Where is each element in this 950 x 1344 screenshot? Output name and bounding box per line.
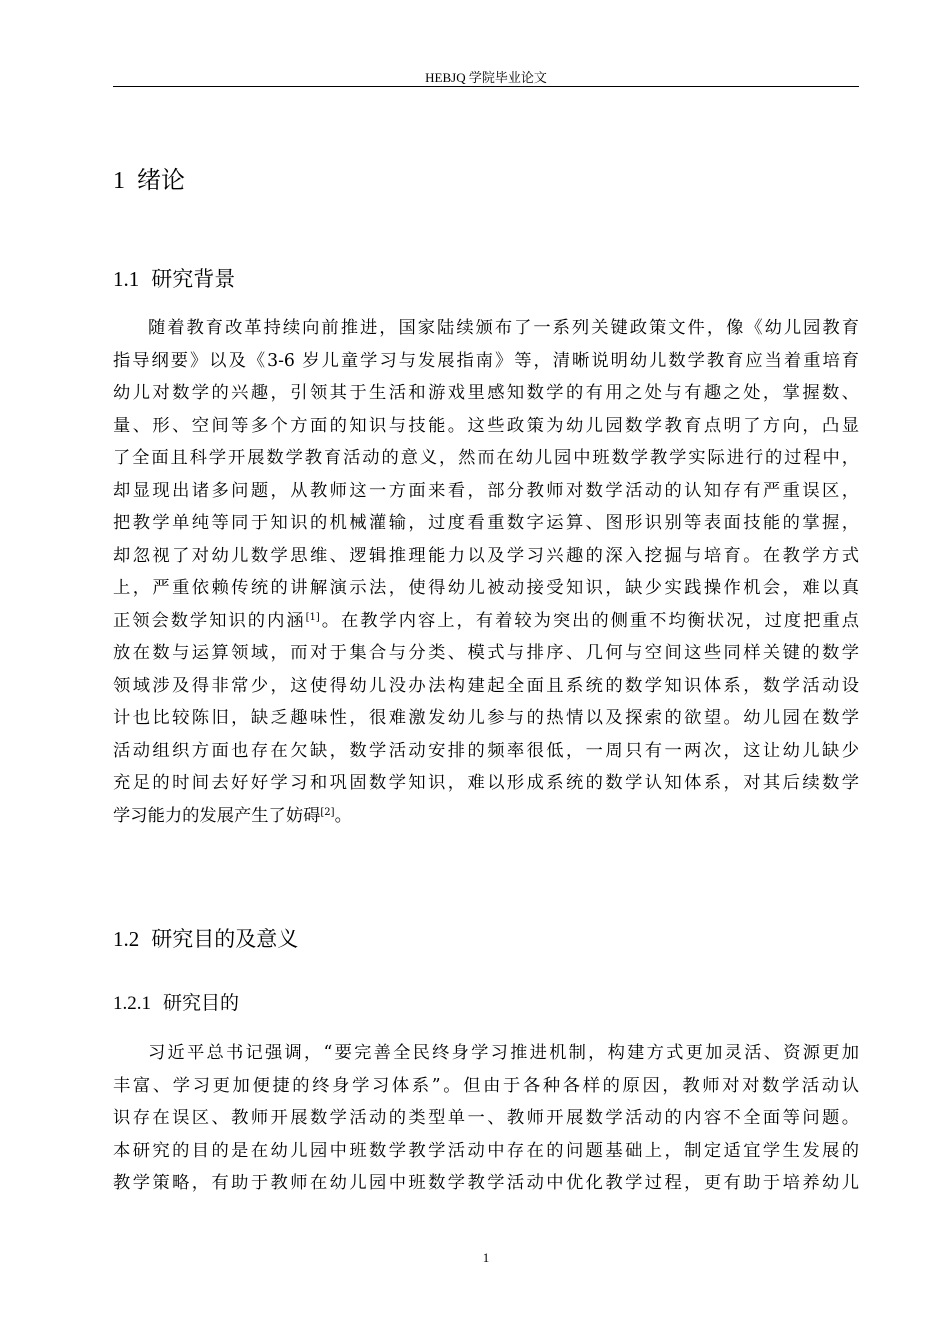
text-line: 领域涉及得非常少，这使得幼儿没办法构建起全面且系统的数学知识体系，数学活动设 [113, 675, 859, 696]
section-title: 研究背景 [151, 267, 236, 291]
text-line: 本研究的目的是在幼儿园中班数学教学活动中存在的问题基础上，制定适宜学生发展的 [113, 1140, 859, 1161]
text-line: 把教学单纯等同于知识的机械灌输，过度看重数字运算、图形识别等表面技能的掌握， [113, 513, 859, 533]
section-heading-1-2 [113, 923, 298, 953]
section-number: 1.2 [113, 927, 140, 951]
text-segment: 。 [334, 805, 352, 826]
purpose-paragraph [113, 1037, 859, 1200]
text-line: 上，严重依赖传统的讲解演示法，使得幼儿被动接受知识，缺少实践操作机会，难以真 [113, 578, 859, 598]
section-heading-1-1 [113, 263, 235, 293]
text-line: 习近平总书记强调，“要完善全民终身学习推进机制，构建方式更加灵活、资源更加 [148, 1043, 859, 1063]
text-segment: 正领会数学知识的内涵 [113, 610, 306, 631]
citation-1[interactable]: [1] [305, 611, 320, 623]
subsection-heading-1-2-1 [113, 988, 239, 1015]
text-line: 了全面且科学开展数学教育活动的意义，然而在幼儿园中班数学教学实际进行的过程中， [113, 448, 859, 468]
text-line: 量、形、空间等多个方面的知识与技能。这些政策为幼儿园数学教育点明了方向，凸显 [113, 415, 859, 436]
text-line: 却忽视了对幼儿数学思维、逻辑推理能力以及学习兴趣的深入挖掘与培育。在教学方式 [113, 545, 859, 566]
text-segment: 。在教学内容上，有着较为突出的侧重不均衡状况，过度把重点 [319, 610, 859, 631]
text-line: 放在数与运算领域，而对于集合与分类、模式与排序、几何与空间这些同样关键的数学 [113, 643, 859, 663]
text-line: 计也比较陈旧，缺乏趣味性，很难激发幼儿参与的热情以及探索的欲望。幼儿园在数学 [113, 708, 859, 728]
page-number: 1 [482, 1250, 490, 1265]
chapter-number: 1 [113, 168, 125, 194]
text-line: 随着教育改革持续向前推进，国家陆续颁布了一系列关键政策文件，像《幼儿园教育 [148, 318, 859, 338]
header-rule [113, 86, 859, 87]
chapter-title: 绪论 [137, 166, 185, 194]
text-segment: 学习能力的发展产生了妨碍 [113, 805, 321, 826]
citation-2[interactable]: [2] [320, 806, 335, 818]
section-number: 1.1 [113, 267, 140, 291]
text-line: 识存在误区、教师开展数学活动的类型单一、教师开展数学活动的内容不全面等问题。 [113, 1108, 859, 1128]
page-header: HEBJQ 学院毕业论文 [425, 70, 547, 85]
text-line [113, 800, 859, 833]
section-title: 研究目的及意义 [151, 927, 299, 951]
text-line: 却显现出诸多问题，从教师这一方面来看，部分教师对数学活动的认知存有严重误区， [113, 480, 859, 501]
subsection-title: 研究目的 [163, 992, 240, 1014]
subsection-number: 1.2.1 [113, 993, 151, 1014]
text-line [113, 605, 859, 638]
text-line: 活动组织方面也存在欠缺，数学活动安排的频率很低，一周只有一两次，这让幼儿缺少 [113, 740, 859, 761]
chapter-heading [113, 160, 185, 195]
background-paragraph [113, 312, 859, 832]
text-line: 丰富、学习更加便捷的终身学习体系”。但由于各种各样的原因，教师对对数学活动认 [113, 1075, 859, 1096]
text-line: 教学策略，有助于教师在幼儿园中班数学教学活动中优化教学过程，更有助于培养幼儿 [113, 1173, 859, 1193]
text-line: 幼儿对数学的兴趣，引领其于生活和游戏里感知数学的有用之处与有趣之处，掌握数、 [113, 383, 859, 403]
text-line: 充足的时间去好好学习和巩固数学知识，难以形成系统的数学认知体系，对其后续数学 [113, 773, 859, 793]
text-line: 指导纲要》以及《3-6 岁儿童学习与发展指南》等，清晰说明幼儿数学教育应当着重培育 [113, 350, 859, 371]
